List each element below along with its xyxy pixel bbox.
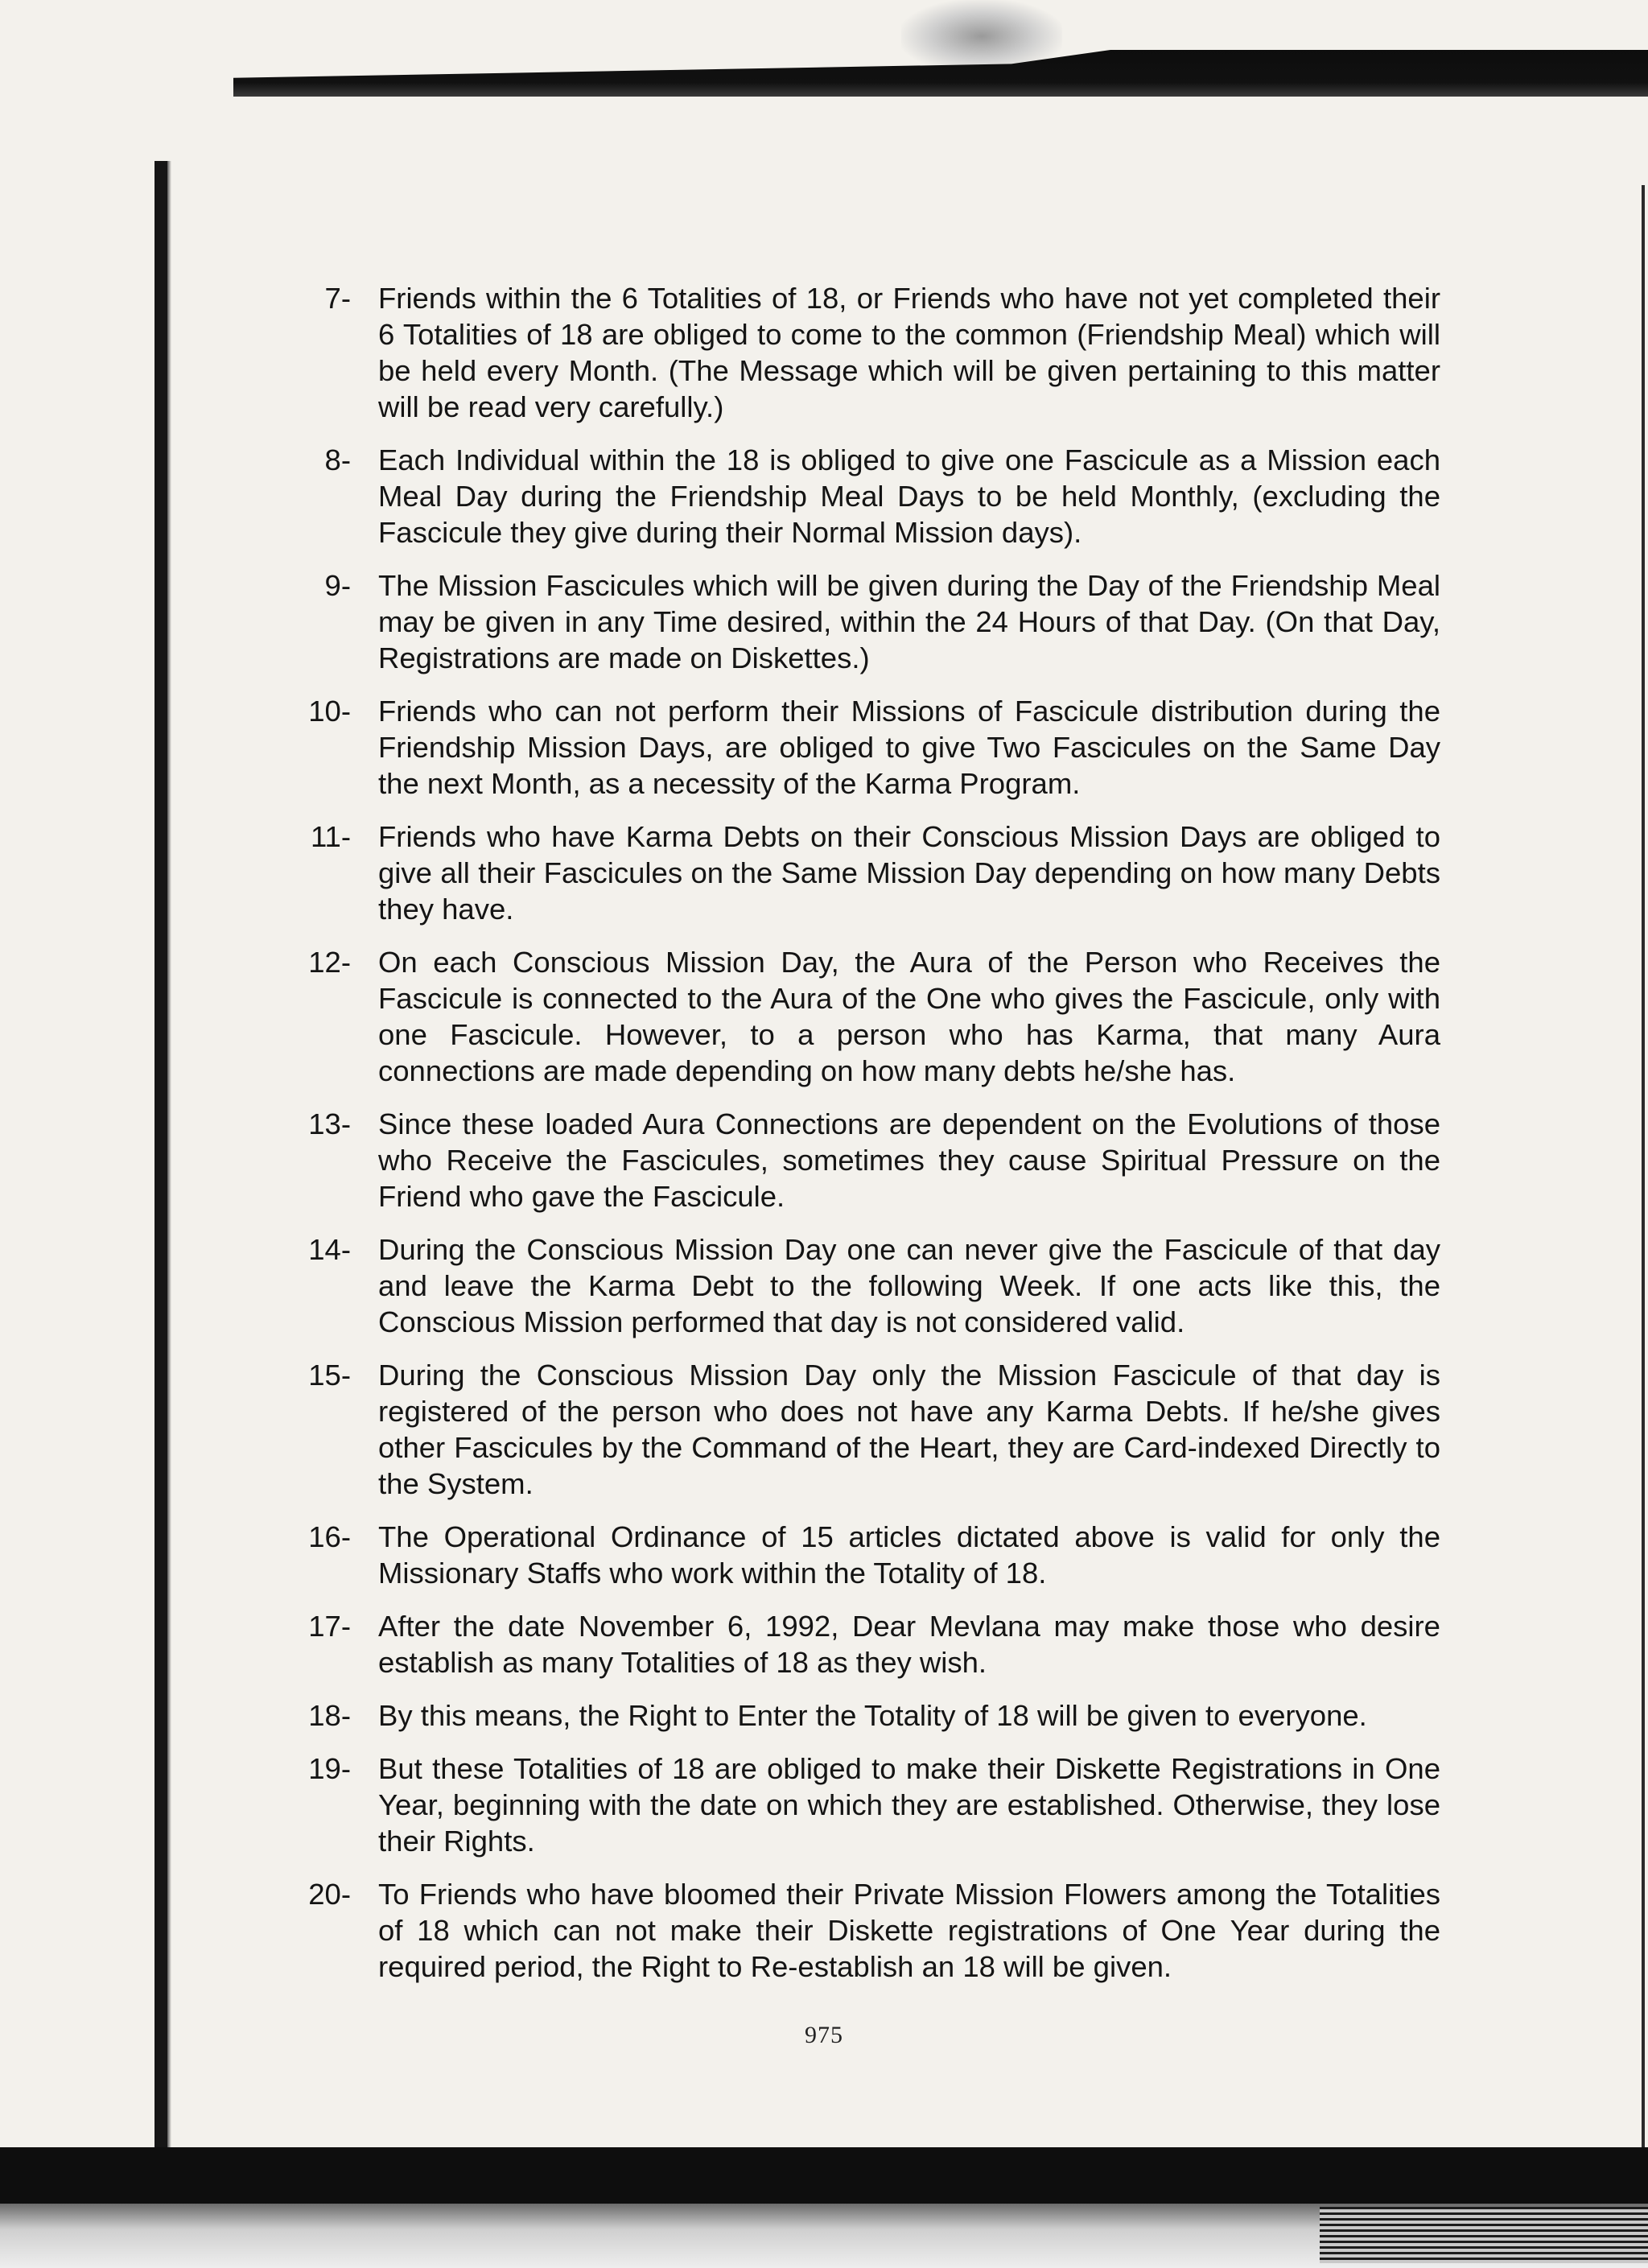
list-item [290,1357,1440,1502]
item-number: 18- [308,1699,351,1732]
list-item [290,1106,1440,1214]
list-item [290,280,1440,425]
item-text: Since these loaded Aura Connections are dependent on the Evolutions of those who Receive the Fascicules, sometimes they cause Spiritual Pressure on the Friend who gave the Fascicule. [378,1107,1440,1213]
item-text: But these Totalities of 18 are obliged to make their Diskette Registrations in One Year, beginning with the date on which they are established. Otherwise, they lose their Rights. [378,1752,1440,1858]
item-text: Friends who can not perform their Missions of Fascicule distribution during the Friendship Mission Days, are obliged to give Two Fascicules on the Same Day the next Month, as a necessity of the Karma Program. [378,695,1440,800]
item-text: To Friends who have bloomed their Private Mission Flowers among the Totalities of 18 which can not make their Diskette registrations of One Year during the required period, the Right to Re-establish an 18 will be given. [378,1878,1440,1983]
item-number: 20- [308,1878,351,1911]
item-text: After the date November 6, 1992, Dear Mevlana may make those who desire establish as many Totalities of 18 as they wish. [378,1610,1440,1679]
list-item [290,1519,1440,1591]
list-item [290,442,1440,551]
scan-shadow-bottom-streak [1320,2207,1648,2263]
item-number: 11- [310,820,351,853]
item-text: During the Conscious Mission Day one can never give the Fascicule of that day and leave the Karma Debt to the following Week. If one acts like this, the Conscious Mission performed that day is not considered valid. [378,1233,1440,1338]
list-item [290,1876,1440,1985]
item-text: Each Individual within the 18 is obliged to give one Fascicule as a Mission each Meal Day during the Friendship Meal Days to be held Monthly, (excluding the Fascicule they give during their Normal Mission days). [378,443,1440,549]
item-number: 10- [308,695,351,728]
list-item [290,1697,1440,1734]
scan-shadow-bottom [0,2147,1648,2204]
item-number: 14- [308,1233,351,1266]
list-item [290,819,1440,927]
list-item [290,567,1440,676]
scan-shadow-left [154,161,167,2197]
item-number: 19- [308,1752,351,1785]
item-number: 17- [308,1610,351,1643]
scan-shadow-left-edge [167,161,171,2197]
item-text: Friends within the 6 Totalities of 18, or Friends who have not yet completed their 6 Totalities of 18 are obliged to come to the common (Friendship Meal) which will be held every Month. (The Message which will be given pertaining to this matter will be read very carefully.) [378,282,1440,423]
item-number: 15- [308,1359,351,1392]
item-number: 9- [324,569,351,602]
numbered-list [290,280,1440,2002]
item-text: The Operational Ordinance of 15 articles dictated above is valid for only the Missionary Staffs who work within the Totality of 18. [378,1520,1440,1590]
list-item [290,1608,1440,1680]
item-number: 8- [324,443,351,476]
item-text: By this means, the Right to Enter the Totality of 18 will be given to everyone. [378,1699,1367,1732]
item-number: 16- [308,1520,351,1553]
page-number: 975 [805,2022,843,2048]
item-text: During the Conscious Mission Day only the Mission Fascicule of that day is registered of the person who does not have any Karma Debts. If he/she gives other Fascicules by the Command of the Heart, they are Card-indexed Directly to the System. [378,1359,1440,1500]
list-item [290,1750,1440,1859]
item-number: 7- [324,282,351,315]
item-number: 12- [308,946,351,979]
list-item [290,693,1440,802]
list-item [290,944,1440,1089]
item-text: The Mission Fascicules which will be given during the Day of the Friendship Meal may be given in any Time desired, within the 24 Hours of that Day. (On that Day, Registrations are made on Diskettes.) [378,569,1440,674]
item-text: Friends who have Karma Debts on their Conscious Mission Days are obliged to give all their Fascicules on the Same Mission Day depending on how many Debts they have. [378,820,1440,926]
list-item [290,1231,1440,1340]
scan-shadow-right [1642,185,1645,2149]
item-text: On each Conscious Mission Day, the Aura of the Person who Receives the Fascicule is connected to the Aura of the One who gives the Fascicule, only with one Fascicule. However, to a person who has Karma, that many Aura connections are made depending on how many debts he/she has. [378,946,1440,1087]
item-number: 13- [308,1107,351,1140]
